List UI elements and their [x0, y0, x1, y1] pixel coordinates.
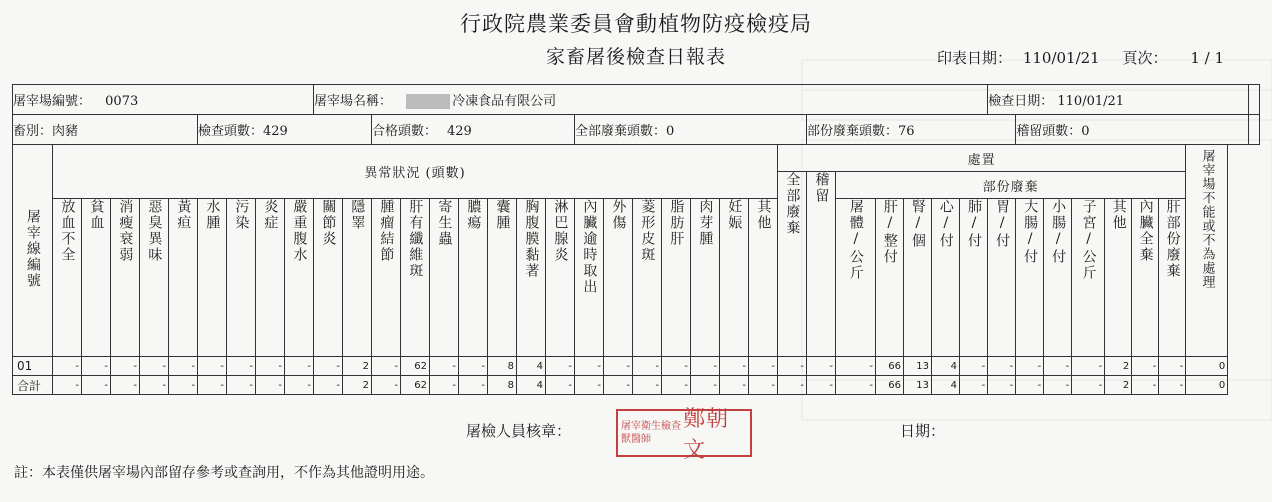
- table-cell: -: [604, 357, 633, 376]
- col-partial-10: 內臟全棄: [1137, 199, 1154, 263]
- table-cell: -: [778, 357, 807, 376]
- table-cell: -: [691, 357, 720, 376]
- table-cell: -: [53, 376, 82, 395]
- table-cell: -: [256, 357, 285, 376]
- table-cell: -: [111, 357, 140, 376]
- col-disposal-0: 全部廢棄: [784, 172, 801, 236]
- col-partial-9: 其他: [1110, 199, 1127, 231]
- table-cell: -: [691, 376, 720, 395]
- col-abnormal-5: 水腫: [204, 199, 221, 231]
- table-cell: -: [1132, 376, 1159, 395]
- table-cell: -: [633, 357, 662, 376]
- table-cell: -: [111, 376, 140, 395]
- table-cell: -: [459, 376, 488, 395]
- table-cell: 0: [1186, 357, 1228, 376]
- table-cell: -: [227, 357, 256, 376]
- table-cell: -: [546, 376, 575, 395]
- table-cell: -: [198, 376, 227, 395]
- partial-condemned-count: 76: [898, 124, 915, 139]
- table-cell: 2: [343, 357, 372, 376]
- table-cell: -: [285, 357, 314, 376]
- table-cell: -: [314, 357, 343, 376]
- agency-title: 行政院農業委員會動植物防疫檢疫局: [460, 12, 812, 36]
- group-header-row: [13, 145, 1260, 172]
- col-partial-5: 胃/付: [994, 199, 1011, 249]
- inspector-stamp: [616, 407, 752, 463]
- table-cell: 13: [904, 376, 932, 395]
- table-cell: -: [372, 376, 401, 395]
- table-cell: -: [1016, 357, 1044, 376]
- col-abnormal-24: 其他: [755, 199, 772, 231]
- table-cell: 62: [401, 376, 430, 395]
- table-cell: -: [749, 376, 778, 395]
- row-label: 01: [13, 357, 53, 376]
- table-cell: -: [198, 357, 227, 376]
- table-cell: -: [988, 376, 1016, 395]
- table-cell: -: [720, 357, 749, 376]
- inspection-table: [12, 84, 1260, 395]
- inspected-count: 429: [263, 124, 288, 139]
- page-value: 1 / 1: [1190, 49, 1224, 67]
- col-abnormal-14: 膿瘍: [465, 199, 482, 231]
- table-cell: -: [53, 357, 82, 376]
- table-cell: -: [836, 376, 876, 395]
- table-cell: -: [82, 376, 111, 395]
- table-cell: -: [285, 376, 314, 395]
- col-disposal-1: 稽留: [813, 172, 830, 204]
- col-partial-4: 肺/付: [966, 199, 983, 249]
- table-cell: -: [633, 376, 662, 395]
- table-cell: -: [749, 357, 778, 376]
- info-row-2: [13, 115, 1260, 145]
- col-abnormal-9: 關節炎: [320, 199, 337, 247]
- table-cell: -: [227, 376, 256, 395]
- total-condemned-count: 0: [666, 124, 675, 139]
- table-cell: -: [604, 376, 633, 395]
- col-abnormal-0: 放血不全: [59, 199, 76, 263]
- info-row-1: [13, 85, 1260, 115]
- col-partial-0: 屠體/公斤: [847, 199, 864, 281]
- col-partial-8: 子宮/公斤: [1080, 199, 1097, 281]
- table-cell: 8: [488, 357, 517, 376]
- table-cell: -: [82, 357, 111, 376]
- table-cell: 13: [904, 357, 932, 376]
- table-cell: -: [575, 357, 604, 376]
- retained-label: 稽留頭數：: [1016, 124, 1082, 139]
- col-partial-1: 肝/整付: [881, 199, 898, 265]
- col-partial-7: 小腸/付: [1050, 199, 1067, 265]
- retained-count: 0: [1081, 124, 1090, 139]
- table-cell: -: [169, 357, 198, 376]
- footnote: 註：本表僅供屠宰場內部留存參考或查詢用，不作為其他證明用途。: [14, 465, 434, 481]
- table-cell: 66: [876, 357, 904, 376]
- partial-condemned-label: 部份廢棄頭數：: [807, 124, 899, 139]
- table-cell: -: [1072, 376, 1105, 395]
- species-label: 畜別：: [13, 124, 53, 139]
- table-cell: -: [960, 357, 988, 376]
- species: 肉豬: [52, 124, 79, 139]
- print-info: [931, 47, 1224, 68]
- slaughterhouse-no: 0073: [105, 94, 139, 109]
- table-cell: -: [960, 376, 988, 395]
- col-abnormal-15: 囊腫: [494, 199, 511, 231]
- col-abnormal-1: 貧血: [88, 199, 105, 231]
- inspector-sign-label: 屠檢人員核章：: [466, 422, 572, 440]
- table-cell: -: [430, 376, 459, 395]
- stamp-name: 鄭朝文: [683, 407, 730, 463]
- table-cell: -: [546, 357, 575, 376]
- table-cell: 62: [401, 357, 430, 376]
- print-date-label: 印表日期：: [937, 49, 1013, 67]
- redacted-name-block: [406, 94, 450, 109]
- col-partial-11: 肝部份廢棄: [1164, 199, 1181, 279]
- col-abnormal-17: 淋巴腺炎: [552, 199, 569, 263]
- col-abnormal-6: 污染: [233, 199, 250, 231]
- table-cell: -: [1159, 357, 1186, 376]
- col-abnormal-21: 脂肪肝: [668, 199, 685, 247]
- report-title: 家畜屠後檢查日報表: [545, 46, 726, 68]
- inspection-date-label: 檢查日期：: [988, 94, 1054, 109]
- table-cell: -: [1044, 376, 1072, 395]
- table-cell: 4: [932, 357, 960, 376]
- print-date: 110/01/21: [1022, 49, 1100, 67]
- col-abnormal-20: 菱形皮斑: [639, 199, 656, 263]
- table-cell: -: [807, 357, 836, 376]
- abnormal-group-header: 異常狀況 (頭數): [53, 145, 778, 199]
- table-cell: 0: [1186, 376, 1228, 395]
- sign-date-label: 日期：: [900, 422, 946, 440]
- table-cell: 2: [1105, 376, 1132, 395]
- col-abnormal-23: 妊娠: [726, 199, 743, 231]
- table-cell: -: [140, 357, 169, 376]
- partial-group-header: 部份廢棄: [836, 172, 1186, 199]
- table-cell: -: [988, 357, 1016, 376]
- table-cell: -: [778, 376, 807, 395]
- page-label: 頁次：: [1122, 49, 1168, 67]
- table-cell: -: [720, 376, 749, 395]
- col-partial-2: 腎/個: [909, 199, 926, 249]
- col-abnormal-12: 肝有纖維斑: [407, 199, 424, 279]
- slaughterhouse-no-label: 屠宰場編號：: [13, 94, 92, 109]
- table-cell: 4: [932, 376, 960, 395]
- col-abnormal-11: 腫瘤結節: [378, 199, 395, 263]
- disposal-group-header: 處置: [778, 145, 1186, 172]
- row-label: 合計: [13, 376, 53, 395]
- table-cell: 4: [517, 357, 546, 376]
- col-abnormal-4: 黃疸: [175, 199, 192, 231]
- col-partial-3: 心/付: [937, 199, 954, 249]
- passed-label: 合格頭數：: [372, 124, 438, 139]
- table-cell: -: [372, 357, 401, 376]
- table-cell: -: [662, 376, 691, 395]
- table-cell: -: [459, 357, 488, 376]
- col-abnormal-19: 外傷: [610, 199, 627, 231]
- unable-header: 屠宰場不能或不為處理: [1199, 149, 1215, 289]
- table-cell: -: [430, 357, 459, 376]
- col-abnormal-3: 惡臭異味: [146, 199, 163, 263]
- table-row: [13, 376, 1260, 395]
- stamp-title: 屠宰衛生檢查獸醫師: [621, 421, 681, 445]
- col-abnormal-8: 嚴重腹水: [291, 199, 308, 263]
- col-abnormal-16: 胸腹膜黏著: [523, 199, 540, 279]
- table-cell: -: [314, 376, 343, 395]
- table-cell: -: [140, 376, 169, 395]
- table-cell: -: [662, 357, 691, 376]
- table-cell: -: [1044, 357, 1072, 376]
- table-cell: 2: [1105, 357, 1132, 376]
- column-header-row: [13, 199, 1260, 357]
- table-cell: 2: [343, 376, 372, 395]
- table-row: [13, 357, 1260, 376]
- col-abnormal-22: 肉芽腫: [697, 199, 714, 247]
- table-cell: 66: [876, 376, 904, 395]
- col-abnormal-2: 消瘦衰弱: [117, 199, 134, 263]
- col-abnormal-13: 寄生蟲: [436, 199, 453, 247]
- col-abnormal-7: 炎症: [262, 199, 279, 231]
- inspection-date: 110/01/21: [1057, 94, 1125, 109]
- table-cell: 4: [517, 376, 546, 395]
- table-cell: -: [836, 357, 876, 376]
- col-partial-6: 大腸/付: [1022, 199, 1039, 265]
- table-cell: -: [575, 376, 604, 395]
- table-cell: 8: [488, 376, 517, 395]
- table-cell: -: [1132, 357, 1159, 376]
- table-cell: -: [1016, 376, 1044, 395]
- slaughterhouse-name-label: 屠宰場名稱：: [314, 94, 393, 109]
- line-no-header: 屠宰線編號: [24, 208, 41, 289]
- table-cell: -: [256, 376, 285, 395]
- total-condemned-label: 全部廢棄頭數：: [575, 124, 667, 139]
- passed-count: 429: [447, 124, 472, 139]
- slaughterhouse-name: 冷凍食品有限公司: [452, 94, 557, 109]
- table-cell: -: [169, 376, 198, 395]
- col-abnormal-10: 隱睪: [349, 199, 366, 231]
- table-cell: -: [1072, 357, 1105, 376]
- table-cell: -: [807, 376, 836, 395]
- inspected-label: 檢查頭數：: [198, 124, 264, 139]
- table-cell: -: [1159, 376, 1186, 395]
- col-abnormal-18: 內臟逾時取出: [581, 199, 598, 295]
